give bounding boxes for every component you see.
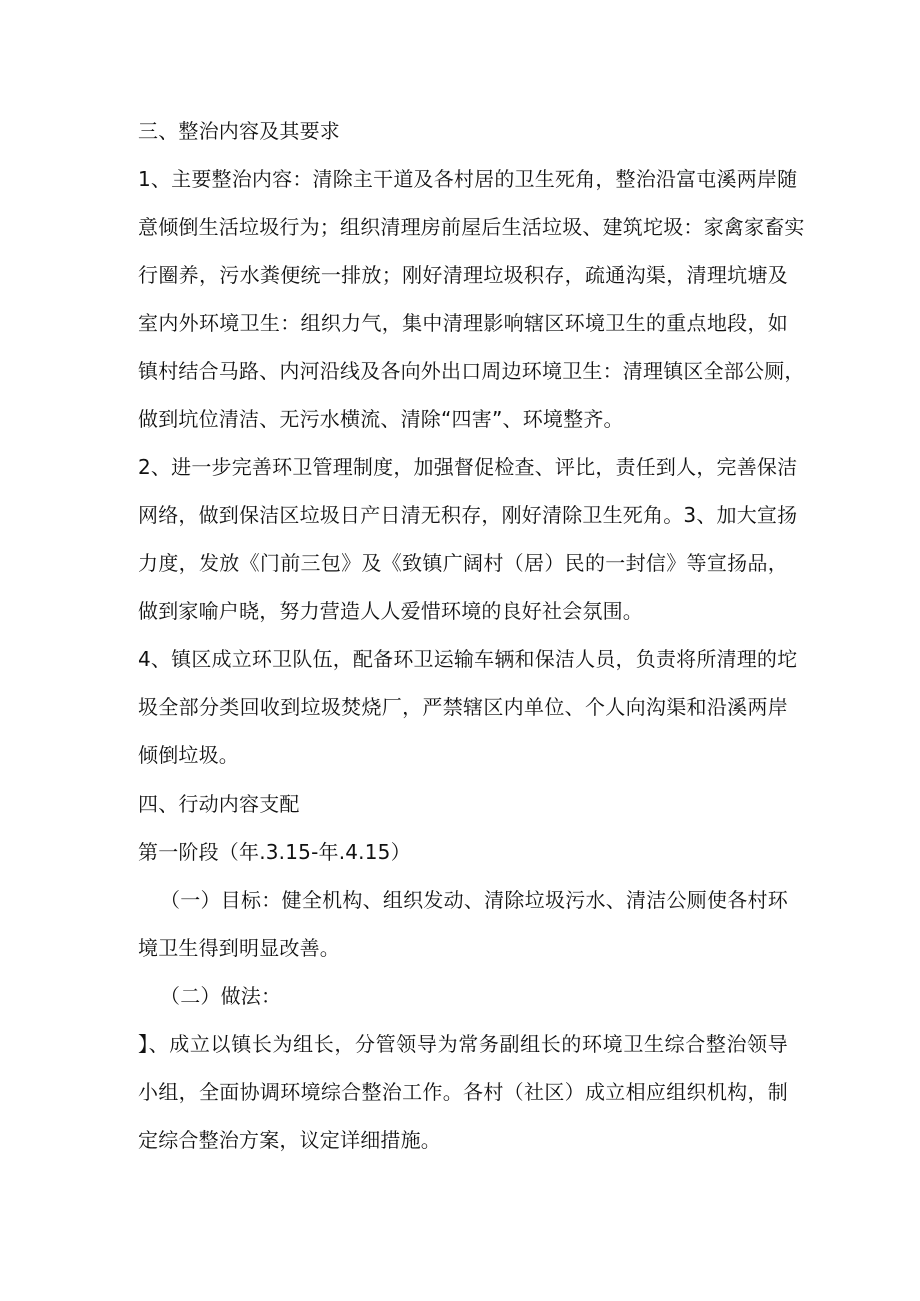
paragraph-2 [138, 443, 798, 635]
paragraph-line: 境卫生得到明显改善。 [138, 936, 340, 960]
paragraph-line: 网络，做到保洁区垃圾日产日清无积存，刚好清除卫生死角。3、加大宣扬 [138, 503, 798, 527]
section-heading-3 [138, 107, 788, 155]
paragraph-line: （一）目标：健全机构、组织发动、清除垃圾污水、清洁公厕使各村环 [160, 888, 788, 912]
heading-text: 三、整治内容及其要求 [138, 119, 340, 143]
goal-paragraph [138, 876, 788, 972]
paragraph-line: 1、主要整治内容：清除主干道及各村居的卫生死角，整治沿富屯溪两岸随 [138, 167, 798, 191]
paragraph-line: 做到家喻户晓，努力营造人人爱惜环境的良好社会氛围。 [138, 599, 643, 623]
paragraph-line: 力度，发放《门前三包》及《致镇广阔村（居）民的一封信》等宣扬品， [138, 551, 788, 575]
method-text: （二）做法： [160, 984, 282, 1008]
paragraph-line: 做到坑位清洁、无污水横流、清除“四害”、环境整齐。 [138, 407, 624, 431]
paragraph-line: 倾倒垃圾。 [138, 743, 239, 767]
paragraph-line: 小组，全面协调环境综合整治工作。各村（社区）成立相应组织机构，制 [138, 1080, 788, 1104]
section-heading-4 [138, 780, 788, 828]
paragraph-1 [138, 155, 805, 443]
paragraph-line: 圾全部分类回收到垃圾焚烧厂，严禁辖区内单位、个人向沟渠和沿溪两岸 [138, 695, 788, 719]
paragraph-line: 2、进一步完善环卫管理制度，加强督促检查、评比，责任到人，完善保洁 [138, 455, 798, 479]
paragraph-4 [138, 635, 798, 779]
phase-title [138, 828, 788, 876]
paragraph-line: 定综合整治方案，议定详细措施。 [138, 1128, 441, 1152]
method-paragraph-1 [138, 1020, 788, 1164]
paragraph-line: 镇村结合马路、内河沿线及各向外出口周边环境卫生：清理镇区全部公厕， [138, 359, 805, 383]
heading-text: 四、行动内容支配 [138, 792, 300, 816]
method-heading [160, 972, 788, 1020]
paragraph-line: 4、镇区成立环卫队伍，配备环卫运输车辆和保洁人员，负责将所清理的坨 [138, 647, 798, 671]
phase-text: 第一阶段（年.3.15-年.4.15） [138, 840, 411, 864]
paragraph-line: 行圈养，污水粪便统一排放；刚好清理垃圾积存，疏通沟渠，清理坑塘及 [138, 263, 788, 287]
paragraph-line: 室内外环境卫生：组织力气，集中清理影响辖区环境卫生的重点地段，如 [138, 311, 788, 335]
paragraph-line: 】、成立以镇长为组长，分管领导为常务副组长的环境卫生综合整治领导 [138, 1032, 788, 1056]
paragraph-line: 意倾倒生活垃圾行为；组织清理房前屋后生活垃圾、建筑坨圾：家禽家畜实 [138, 215, 805, 239]
